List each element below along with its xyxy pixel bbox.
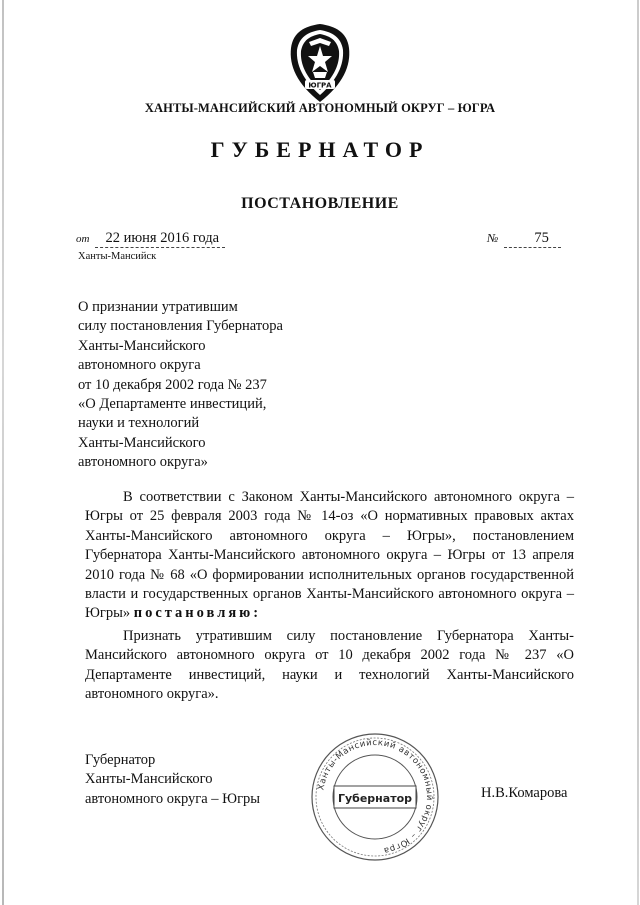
official-seal-icon [308,731,442,863]
subject-line: науки и технологий [78,415,200,432]
preamble-paragraph [85,488,574,624]
subject-line: О признании утратившим [78,299,238,315]
subject-line: Ханты-Мансийского [78,337,206,354]
document-number: 75 [504,230,561,248]
region-title: ХАНТЫ-МАНСИЙСКИЙ АВТОНОМНЫЙ ОКРУГ – ЮГРА [144,101,496,115]
number-prefix: № [487,231,499,245]
seal-center-text: Губернатор [337,792,413,805]
document-date: 22 июня 2016 года [95,230,225,248]
seal-ring-text: Ханты-Мансийский автономный округ – Югра [316,737,435,856]
signer-name: Н.В.Комарова [481,785,568,801]
subject-line: автономного округа [78,357,201,374]
number-line [487,230,561,248]
document-type: ПОСТАНОВЛЕНИЕ [241,195,399,212]
subject-line: силу постановления Губернатора [78,318,283,335]
date-line [76,230,225,248]
emblem-caption: ЮГРА [308,81,332,90]
signer-position-line: автономного округа – Югры [85,790,261,807]
scan-edge-right [637,0,639,905]
subject-line: от 10 декабря 2002 года № 237 [78,376,267,393]
scan-edge-left [2,0,4,905]
subject-line: «О Департаменте инвестиций, [78,396,267,413]
subject-line: автономного округа» [78,454,208,471]
signer-position-line: Ханты-Мансийского [85,771,213,788]
document-subject [78,298,378,473]
subject-line: Ханты-Мансийского [78,434,206,451]
issue-city: Ханты-Мансийск [78,251,157,262]
decision-paragraph: Признать утратившим силу постановление Губернатора Ханты-Мансийского автономного округа от 10 декабря 2002 года № 237 «О Департаменте инвестиций, науки и технологий Ханты-Мансийского автономного округа». [85,628,574,703]
coat-of-arms-icon [283,22,357,104]
governor-heading: ГУБЕРНАТОР [210,137,430,162]
signer-position [85,751,260,809]
date-prefix: от [76,233,90,245]
preamble-text: В соответствии с Законом Ханты-Мансийского автономного округа – Югры от 25 февраля 2003 года № 14-оз «О нормативных правовых актах Ханты-Мансийского автономного округа – Югры», постановлением Губернатора Ханты-Мансийского автономного округа – Югры от 13 апреля 2010 года № 68 «О формировании исполнительных органов государственной власти и государственных органов Ханты-Мансийского автономного округа – Югры» [85,489,574,622]
signer-position-line: Губернатор [85,752,156,768]
decree-keyword: постановляю: [133,605,262,622]
